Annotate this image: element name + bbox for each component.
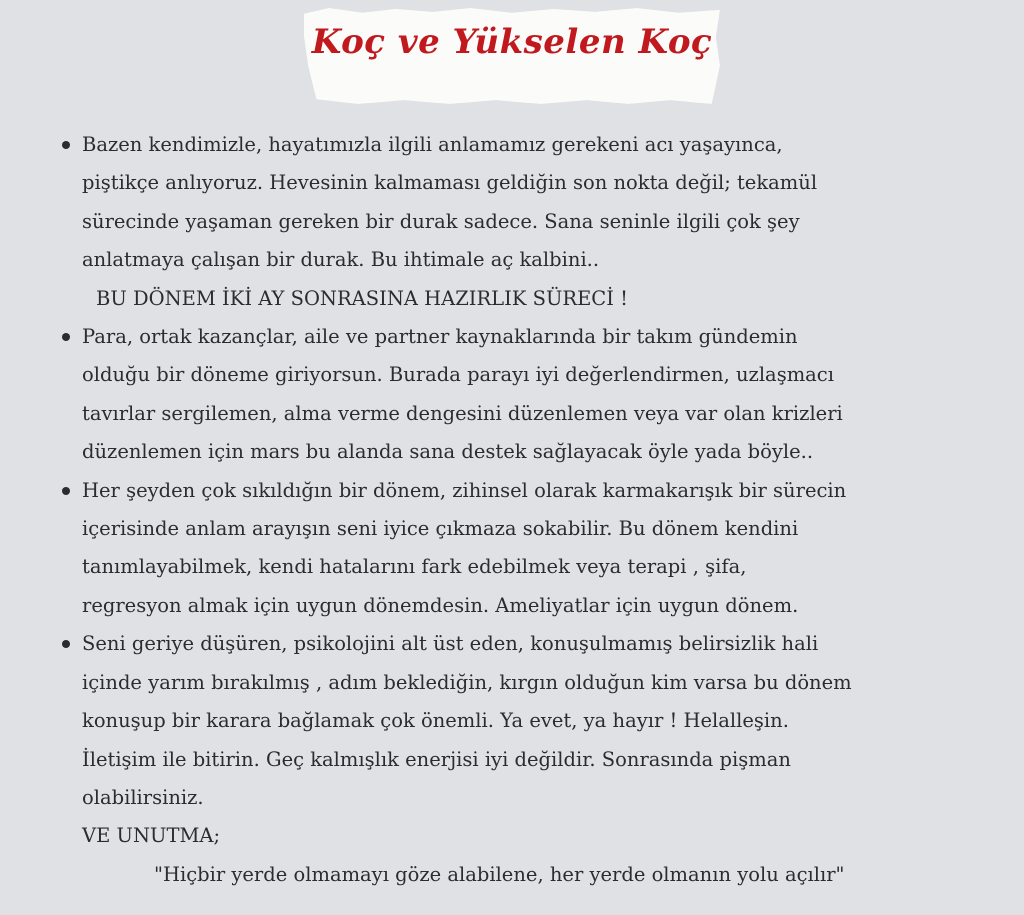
- text-line: konuşup bir karara bağlamak çok önemli. Ya evet, ya hayır ! Helalleşin.: [82, 709, 789, 733]
- emphasis-line: BU DÖNEM İKİ AY SONRASINA HAZIRLIK SÜRECİ !: [96, 286, 628, 310]
- bullet-icon: [62, 487, 70, 495]
- list-item: [62, 472, 1012, 626]
- text-line: olduğu bir döneme giriyorsun. Burada parayı iyi değerlendirmen, uzlaşmacı: [82, 363, 834, 387]
- text-line: olabilirsiniz.: [82, 785, 204, 809]
- list-item: [62, 625, 1012, 817]
- list-item: [62, 126, 1012, 280]
- text-line: regresyon almak için uygun dönemdesin. Ameliyatlar için uygun dönem.: [82, 593, 799, 617]
- list-item: [62, 318, 1012, 472]
- text-line: piştikçe anlıyoruz. Hevesinin kalmaması geldiğin son nokta değil; tekamül: [82, 171, 818, 195]
- text-line: Bazen kendimizle, hayatımızla ilgili anlamamız gerekeni acı yaşayınca,: [82, 133, 783, 156]
- text-line: anlatmaya çalışan bir durak. Bu ihtimale aç kalbini..: [82, 248, 600, 272]
- content-body: [62, 126, 1012, 894]
- bullet-icon: [62, 333, 70, 341]
- text-line: düzenlemen için mars bu alanda sana destek sağlayacak öyle yada böyle..: [82, 440, 814, 464]
- text-line: tanımlayabilmek, kendi hatalarını fark edebilmek veya terapi , şifa,: [82, 555, 747, 579]
- text-line: içerisinde anlam arayışın seni iyice çıkmaza sokabilir. Bu dönem kendini: [82, 517, 799, 541]
- closing-line: VE UNUTMA;: [82, 824, 221, 848]
- text-line: tavırlar sergilemen, alma verme dengesini düzenlemen veya var olan krizleri: [82, 401, 843, 425]
- text-line: Her şeyden çok sıkıldığın bir dönem, zihinsel olarak karmakarışık bir sürecin: [82, 478, 847, 502]
- bullet-icon: [62, 141, 70, 149]
- text-line: sürecinde yaşaman gereken bir durak sadece. Sana seninle ilgili çok şey: [82, 209, 800, 233]
- text-line: İletişim ile bitirin. Geç kalmışlık enerjisi iyi değildir. Sonrasında pişman: [82, 747, 791, 771]
- text-line: Para, ortak kazançlar, aile ve partner kaynaklarında bir takım gündemin: [82, 325, 798, 349]
- bullet-icon: [62, 640, 70, 648]
- page-title: Koç ve Yükselen Koç: [311, 22, 713, 62]
- quote-line: "Hiçbir yerde olmamayı göze alabilene, her yerde olmanın yolu açılır": [154, 862, 845, 886]
- text-line: Seni geriye düşüren, psikolojini alt üst eden, konuşulmamış belirsizlik hali: [82, 632, 819, 656]
- text-line: içinde yarım bırakılmış , adım beklediğin, kırgın olduğun kim varsa bu dönem: [82, 670, 852, 694]
